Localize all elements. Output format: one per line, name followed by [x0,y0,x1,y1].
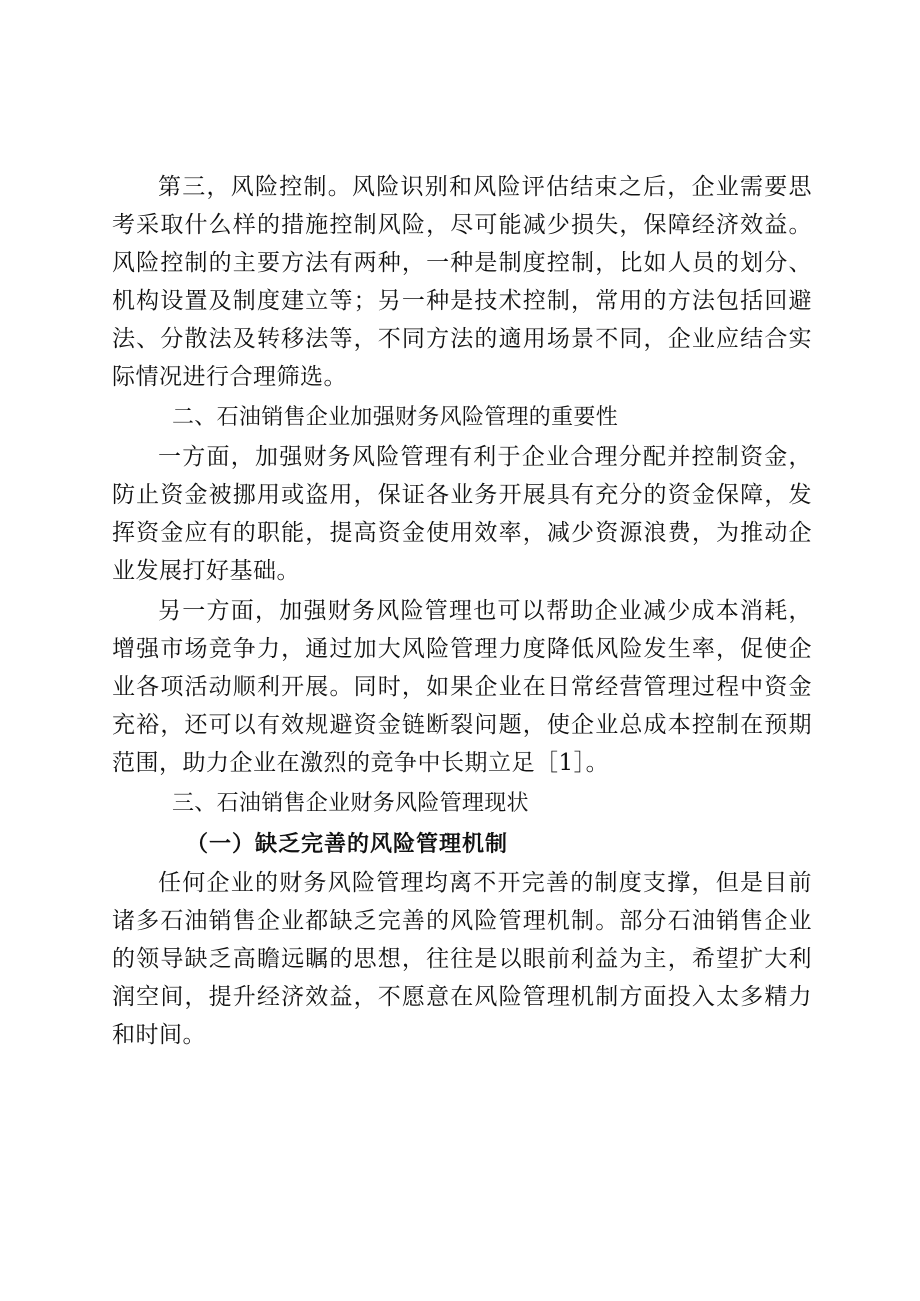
paragraph-one-aspect: 一方面，加强财务风险管理有利于企业合理分配并控制资金，防止资金被挪用或盗用，保证各业务开展具有充分的资金保障，发挥资金应有的职能，提高资金使用效率，减少资源浪费，为推动企业发展打好基础。 [112,444,812,584]
section-heading-importance: 二、石油销售企业加强财务风险管理的重要性 [172,405,619,430]
section-heading-status: 三、石油销售企业财务风险管理现状 [172,791,529,816]
document-body [112,168,812,1054]
subsection-heading-mechanism: （一）缺乏完善的风险管理机制 [186,831,509,857]
paragraph-risk-control: 第三，风险控制。风险识别和风险评估结束之后，企业需要思考采取什么样的措施控制风险，尽可能减少损失，保障经济效益。风险控制的主要方法有两种，一种是制度控制，比如人员的划分、机构设置及制度建立等；另一种是技术控制，常用的方法包括回避法、分散法及转移法等，不同方法的適用场景不同，企业应结合实际情况进行合理筛选。 [112,174,812,390]
paragraph-other-aspect: 另一方面，加强财务风险管理也可以帮助企业减少成本消耗，增强市场竞争力，通过加大风险管理力度降低风险发生率，促使企业各项活动顺利开展。同时，如果企业在日常经营管理过程中资金充裕，还可以有效规避资金链断裂问题，使企业总成本控制在预期范围，助力企业在激烈的竞争中长期立足［1］。 [112,598,812,776]
paragraph-mechanism: 任何企业的财务风险管理均离不开完善的制度支撑，但是目前诸多石油销售企业都缺乏完善的风险管理机制。部分石油销售企业的领导缺乏高瞻远瞩的思想，往往是以眼前利益为主，希望扩大利润空间，提升经济效益，不愿意在风险管理机制方面投入太多精力和时间。 [112,870,812,1048]
